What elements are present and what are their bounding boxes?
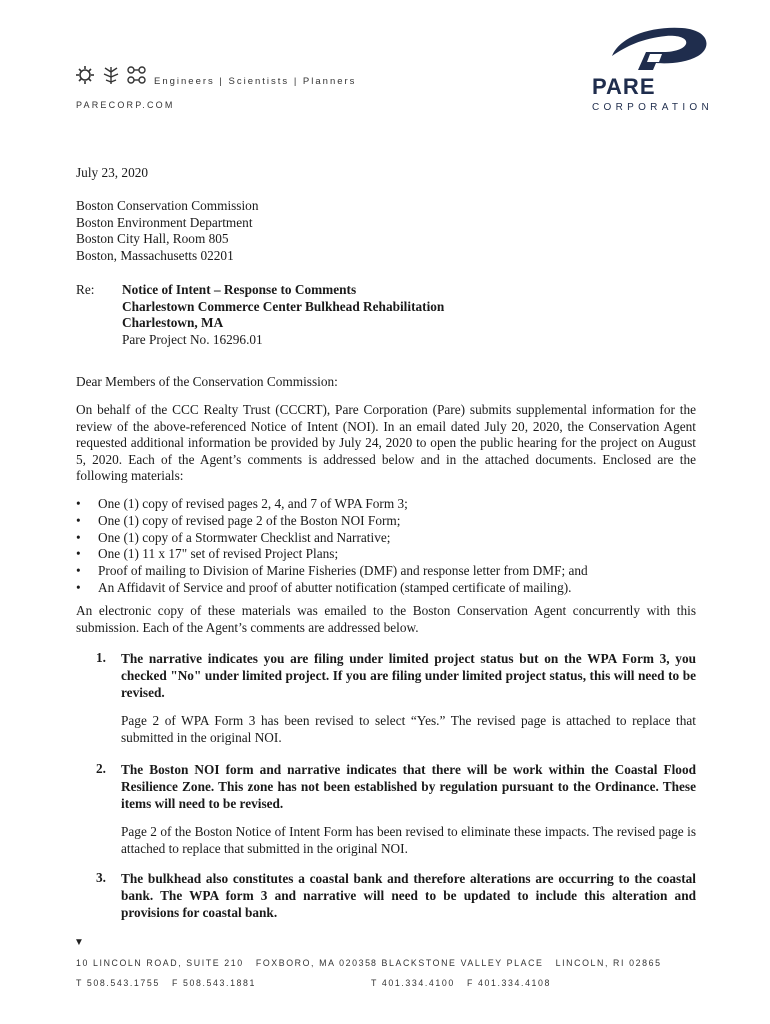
- logo-subtitle: CORPORATION: [592, 102, 714, 113]
- pare-logo: [590, 24, 725, 114]
- bullet-icon: •: [76, 512, 81, 528]
- recipient-address: [76, 198, 258, 264]
- intro-paragraph: On behalf of the CCC Realty Trust (CCCRT), Pare Corporation (Pare) submits supplemental information for the review of the above-referenced Notice of Intent (NOI). In an email dated July 20, 2020, the Conservation Agent requested additional information be provided by July 24, 2020 to open the public hearing for the project on August 5, 2020. Each of the Agent’s comments is addressed below and in the attached documents. Enclosed are the following materials:: [76, 402, 696, 484]
- comment-number: 2.: [96, 761, 106, 776]
- list-item: • One (1) 11 x 17" set of revised Project Plans;: [76, 546, 339, 562]
- closing-paragraph: An electronic copy of these materials was emailed to the Boston Conservation Agent concurrently with this submission. Each of the Agent’s comments are addressed below.: [76, 603, 696, 635]
- gear-icon: [76, 66, 94, 84]
- bullet-icon: •: [76, 546, 81, 562]
- foxboro-address: 10 LINCOLN ROAD, SUITE 210 FOXBORO, MA 02035: [76, 958, 372, 968]
- comment-question: The narrative indicates you are filing under limited project status but on the WPA Form 3, you checked "No" under limited project. If you are filing under limited project status, this will need to be revised.: [121, 651, 696, 701]
- list-item: • Proof of mailing to Division of Marine Fisheries (DMF) and response letter from DMF; and: [76, 563, 588, 579]
- recipient-line: Boston Environment Department: [76, 214, 253, 230]
- bullet-icon: •: [76, 563, 81, 579]
- list-item: • One (1) copy of a Stormwater Checklist and Narrative;: [76, 529, 391, 545]
- comment-question: The bulkhead also constitutes a coastal bank and therefore alterations are occurring to the coastal bank. The WPA form 3 and narrative will need to be updated to include this alteration and provisions for coastal bank.: [121, 871, 696, 921]
- recipient-line: Boston City Hall, Room 805: [76, 231, 229, 247]
- pare-p-mark-icon: [612, 28, 706, 70]
- lincoln-phone: T 401.334.4100 F 401.334.4108: [371, 978, 552, 988]
- project-number: Pare Project No. 16296.01: [122, 331, 263, 347]
- foxboro-phone: T 508.543.1755 F 508.543.1881: [76, 978, 257, 988]
- recipient-line: Boston, Massachusetts 02201: [76, 247, 234, 263]
- comment-response: Page 2 of WPA Form 3 has been revised to select “Yes.” The revised page is attached to replace that submitted in the original NOI.: [121, 713, 696, 745]
- leaf-icon: [104, 67, 118, 84]
- subject-line: Notice of Intent – Response to Comments: [122, 282, 357, 297]
- comment-response: Page 2 of the Boston Notice of Intent Form has been revised to eliminate these impacts. The revised page is attached to replace that submitted in the original NOI.: [121, 824, 696, 856]
- list-item: • An Affidavit of Service and proof of abutter notification (stamped certificate of mailing).: [76, 579, 572, 595]
- comment-number: 1.: [96, 650, 106, 665]
- letter-date: July 23, 2020: [76, 165, 149, 180]
- comment-question: The Boston NOI form and narrative indicates that there will be work within the Coastal Flood Resilience Zone. This zone has not been established by regulation pursuant to the Ordinance. These items will need to be revised.: [121, 762, 696, 812]
- materials-list: [76, 496, 588, 597]
- list-item: • One (1) copy of revised pages 2, 4, and 7 of WPA Form 3;: [76, 496, 408, 511]
- subject-line: Charlestown Commerce Center Bulkhead Rehabilitation: [122, 298, 445, 314]
- footer-triangle-icon: ▼: [74, 937, 84, 948]
- subject-block: [122, 282, 444, 348]
- bullet-icon: •: [76, 496, 81, 511]
- salutation: Dear Members of the Conservation Commission:: [76, 374, 338, 389]
- recipient-line: Boston Conservation Commission: [76, 198, 259, 213]
- subject-line: Charlestown, MA: [122, 315, 224, 331]
- discipline-icons: [76, 64, 154, 86]
- network-icon: [128, 67, 145, 83]
- list-item: • One (1) copy of revised page 2 of the Boston NOI Form;: [76, 512, 401, 528]
- re-label: Re:: [76, 282, 95, 297]
- lincoln-address: 8 BLACKSTONE VALLEY PLACE LINCOLN, RI 02865: [371, 958, 662, 968]
- bullet-icon: •: [76, 529, 81, 545]
- bullet-icon: •: [76, 579, 81, 595]
- comment-number: 3.: [96, 870, 106, 885]
- company-website: PARECORP.COM: [76, 100, 175, 110]
- company-tagline: Engineers | Scientists | Planners: [154, 76, 357, 87]
- logo-name: PARE: [592, 74, 656, 99]
